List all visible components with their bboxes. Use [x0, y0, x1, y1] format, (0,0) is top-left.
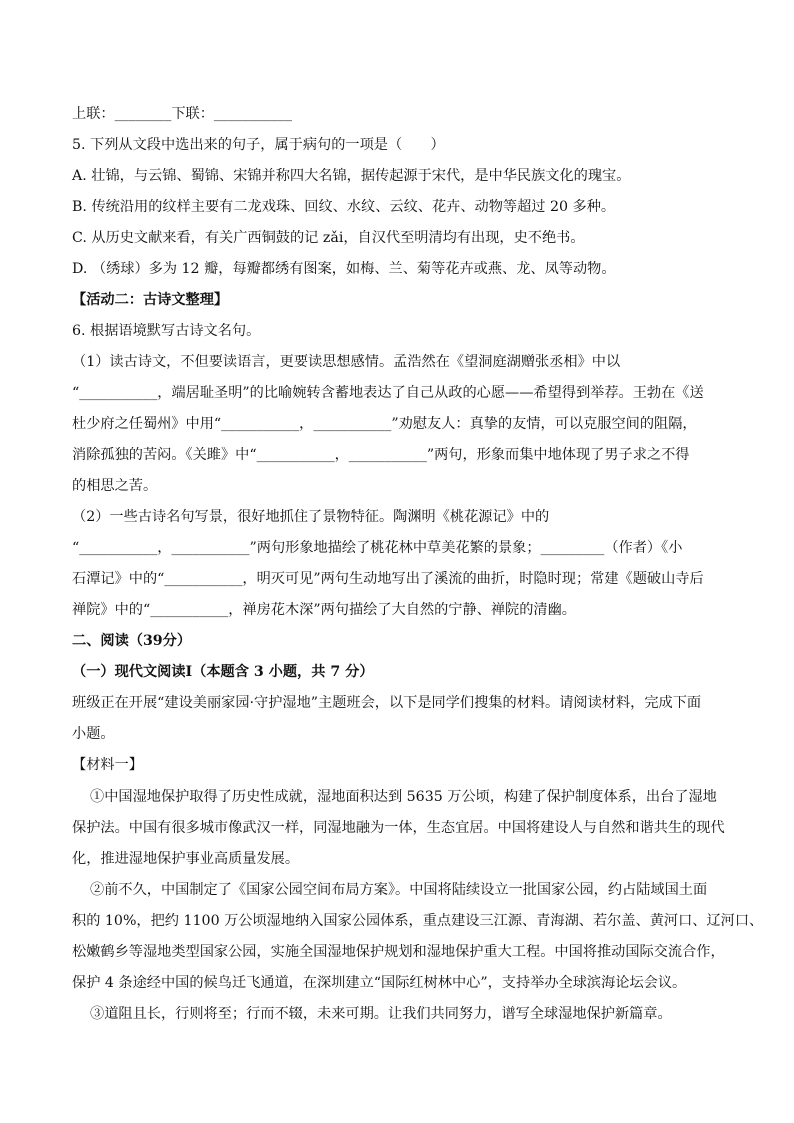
- activity-2-heading: 【活动二：古诗文整理】: [72, 292, 229, 308]
- question-5-option-c: C. 从历史文献来看，有关广西铜鼓的记 zǎi，自汉代至明清均有出现，史不绝书。: [72, 230, 585, 246]
- question-6-part-1-line: 的相思之苦。: [72, 478, 158, 494]
- material-1-paragraph-2: 积的 10%，把约 1100 万公顷湿地纳入国家公园体系，重点建设三江源、青海湖、若尔盖、黄河口、辽河口、: [72, 913, 764, 929]
- question-6-part-2-line: （2）一些古诗名句写景，很好地抓住了景物特征。陶渊明《桃花源记》中的: [72, 509, 550, 525]
- subsection-1-heading: （一）现代文阅读Ⅰ（本题含 3 小题，共 7 分）: [72, 664, 374, 680]
- material-1-paragraph-2: ②前不久，中国制定了《国家公园空间布局方案》。中国将陆续设立一批国家公园，约占陆域国土面: [90, 882, 708, 898]
- material-1-paragraph-1: 保护法。中国有很多城市像武汉一样，同湿地融为一体，生态宜居。中国将建设人与自然和谐共生的现代: [72, 820, 725, 836]
- material-1-paragraph-2: 保护 4 条途经中国的候鸟迁飞通道，在深圳建立“国际红树林中心”，支持举办全球滨海论坛会议。: [72, 975, 687, 991]
- material-1-paragraph-1: 化，推进湿地保护事业高质量发展。: [72, 851, 300, 867]
- question-6-part-1-line: （1）读古诗文，不但要读语言，更要读思想感情。孟浩然在《望洞庭湖赠张丞相》中以: [72, 354, 621, 370]
- question-5-stem: 5. 下列从文段中选出来的句子，属于病句的一项是（ ）: [72, 137, 445, 153]
- question-6-stem: 6. 根据语境默写古诗文名句。: [72, 323, 261, 339]
- question-6-part-2-line: “___________，___________”两句形象地描绘了桃花林中草美花繁的景象；_________（作者）《小: [72, 540, 683, 556]
- question-5-option-d: D. （绣球）多为 12 瓣，每瓣都绣有图案，如梅、兰、菊等花卉或燕、龙、凤等动物。: [72, 261, 616, 277]
- question-6-part-1-line: “___________，端居耻圣明”的比喻婉转含蓄地表达了自己从政的心愿——希望得到举荐。王勃在《送: [72, 385, 704, 401]
- question-5-option-a: A. 壮锦，与云锦、蜀锦、宋锦并称四大名锦，据传起源于宋代，是中华民族文化的瑰宝。: [72, 168, 631, 184]
- material-1-paragraph-1: ①中国湿地保护取得了历史性成就，湿地面积达到 5635 万公顷，构建了保护制度体系，出台了湿地: [90, 789, 717, 805]
- couplet-answer-line: 上联：________下联：___________: [72, 106, 292, 122]
- question-6-part-2-line: 石潭记》中的“___________，明灭可见”两句生动地写出了溪流的曲折，时隐时现；常建《题破山寺后: [72, 571, 704, 587]
- reading-intro-line: 小题。: [72, 726, 115, 742]
- material-1-paragraph-3: ③道阻且长，行则将至；行而不辍，未来可期。让我们共同努力，谱写全球湿地保护新篇章。: [90, 1006, 672, 1022]
- material-1-paragraph-2: 松嫩鹤乡等湿地类型国家公园，实施全国湿地保护规划和湿地保护重大工程。中国将推动国际交流合作，: [72, 944, 725, 960]
- question-6-part-2-line: 禅院》中的“___________，禅房花木深”两句描绘了大自然的宁静、禅院的清幽。: [72, 602, 576, 618]
- reading-intro-line: 班级正在开展“建设美丽家园·守护湿地”主题班会，以下是同学们搜集的材料。请阅读材料，完成下面: [72, 695, 702, 711]
- section-2-heading: 二、阅读（39分）: [72, 633, 192, 649]
- material-1-label: 【材料一】: [72, 757, 143, 773]
- question-6-part-1-line: 杜少府之任蜀州》中用“___________，___________”劝慰友人：真挚的友情，可以克服空间的阻隔，: [72, 416, 697, 432]
- question-6-part-1-line: 消除孤独的苦闷。《关雎》中“___________，___________”两句，形象而集中地体现了男子求之不得: [72, 447, 690, 463]
- question-5-option-b: B. 传统沿用的纹样主要有二龙戏珠、回纹、水纹、云纹、花卉、动物等超过 20 多种。: [72, 199, 616, 215]
